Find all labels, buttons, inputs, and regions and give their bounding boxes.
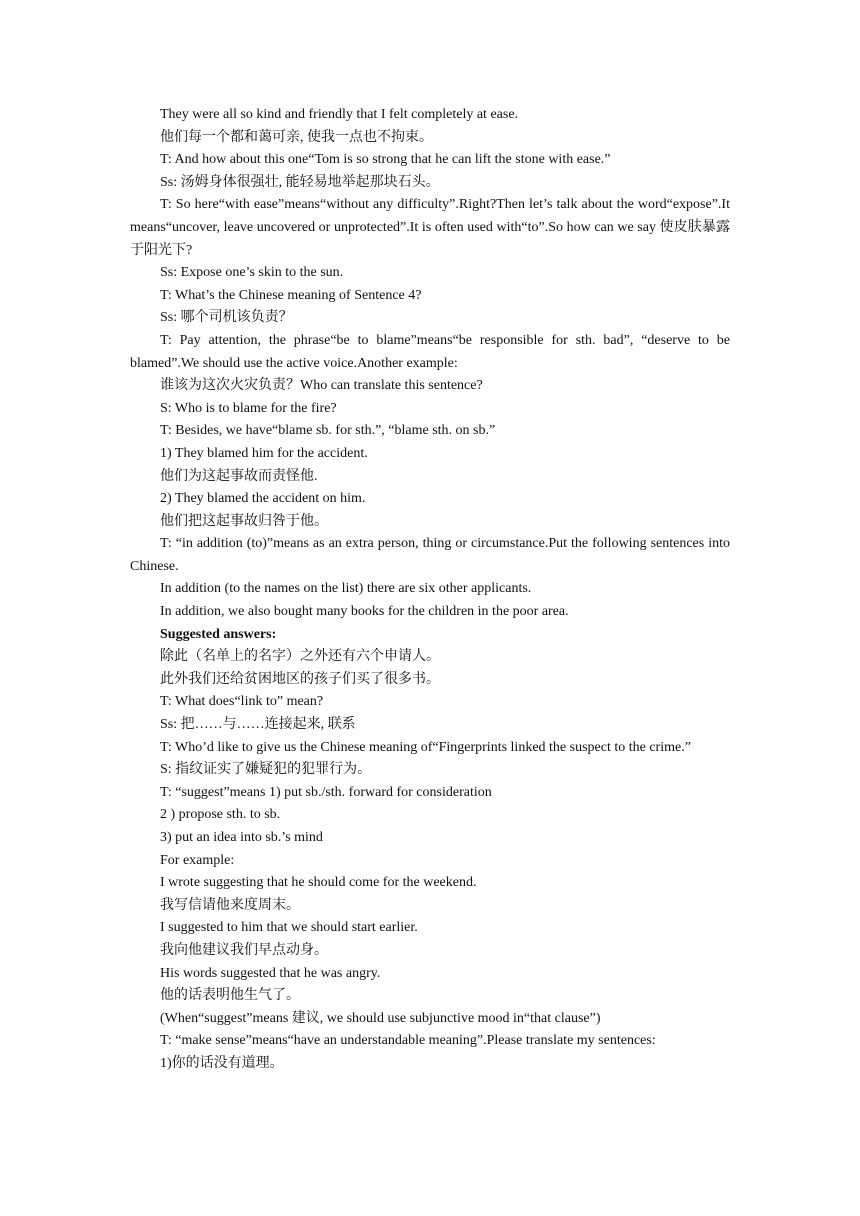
paragraph: T: And how about this one“Tom is so strong that he can lift the stone with ease.” xyxy=(160,152,611,168)
paragraph: T: So here“with ease”means“without any difficulty”.Right?Then let’s talk about the word“expose”.It means“uncover, leave uncovered or unprotected”.It is often used with“to”.So how can we say 使皮肤暴露于阳光下? xyxy=(130,197,730,258)
paragraph: T: What does“link to” mean? xyxy=(160,694,324,710)
paragraph: T: “suggest”means 1) put sb./sth. forward for consideration xyxy=(160,784,492,800)
paragraph: T: Who’d like to give us the Chinese meaning of“Fingerprints linked the suspect to the crime.” xyxy=(160,739,691,755)
paragraph: 我向他建议我们早点动身。 xyxy=(160,942,328,958)
paragraph: 他们把这起事故归咎于他。 xyxy=(160,513,328,529)
paragraph: (When“suggest”means 建议, we should use subjunctive mood in“that clause”) xyxy=(160,1010,601,1026)
paragraph: T: Besides, we have“blame sb. for sth.”, “blame sth. on sb.” xyxy=(160,423,496,439)
paragraph: In addition, we also bought many books for the children in the poor area. xyxy=(160,604,569,620)
paragraph: T: Pay attention, the phrase“be to blame”means“be responsible for sth. bad”, “deserve to be blamed”.We should use the active voice.Another example: xyxy=(130,332,730,371)
paragraph: Ss: 把……与……连接起来, 联系 xyxy=(160,717,356,733)
paragraph: 他们每一个都和蔼可亲, 使我一点也不拘束。 xyxy=(160,129,433,145)
paragraph: 我写信请他来度周末。 xyxy=(160,897,300,913)
paragraph: 2) They blamed the accident on him. xyxy=(160,491,366,507)
paragraph: Ss: 汤姆身体很强壮, 能轻易地举起那块石头。 xyxy=(160,174,440,190)
paragraph: T: “in addition (to)”means as an extra person, thing or circumstance.Put the following sentences into Chinese. xyxy=(130,536,730,574)
paragraph: 谁该为这次火灾负责？Who can translate this sentence? xyxy=(160,378,483,394)
paragraph: Ss: Expose one’s skin to the sun. xyxy=(160,265,344,281)
paragraph: For example: xyxy=(160,852,235,868)
paragraph: They were all so kind and friendly that I felt completely at ease. xyxy=(160,107,519,122)
paragraph: 3) put an idea into sb.’s mind xyxy=(160,830,323,845)
paragraph: His words suggested that he was angry. xyxy=(160,965,381,981)
paragraph: In addition (to the names on the list) there are six other applicants. xyxy=(160,581,532,597)
paragraph: 1)你的话没有道理。 xyxy=(160,1055,284,1071)
paragraph: T: What’s the Chinese meaning of Sentence 4? xyxy=(160,287,422,303)
paragraph: 除此（名单上的名字）之外还有六个申请人。 xyxy=(160,649,440,665)
paragraph: I wrote suggesting that he should come for the weekend. xyxy=(160,875,477,891)
paragraph: Ss: 哪个司机该负责？ xyxy=(160,310,293,326)
paragraph: 1) They blamed him for the accident. xyxy=(160,445,368,461)
paragraph: S: 指纹证实了嫌疑犯的犯罪行为。 xyxy=(160,762,372,778)
paragraph: I suggested to him that we should start earlier. xyxy=(160,920,418,936)
paragraph: 2 ) propose sth. to sb. xyxy=(160,807,281,823)
document-body xyxy=(130,104,730,1076)
paragraph: T: “make sense”means“have an understandable meaning”.Please translate my sentences: xyxy=(160,1033,656,1049)
paragraph: S: Who is to blame for the fire? xyxy=(160,400,337,416)
paragraph: 他们为这起事故而责怪他. xyxy=(160,468,318,484)
section-heading: Suggested answers: xyxy=(160,626,277,642)
paragraph: 他的话表明他生气了。 xyxy=(160,988,300,1004)
paragraph: 此外我们还给贫困地区的孩子们买了很多书。 xyxy=(160,671,440,687)
